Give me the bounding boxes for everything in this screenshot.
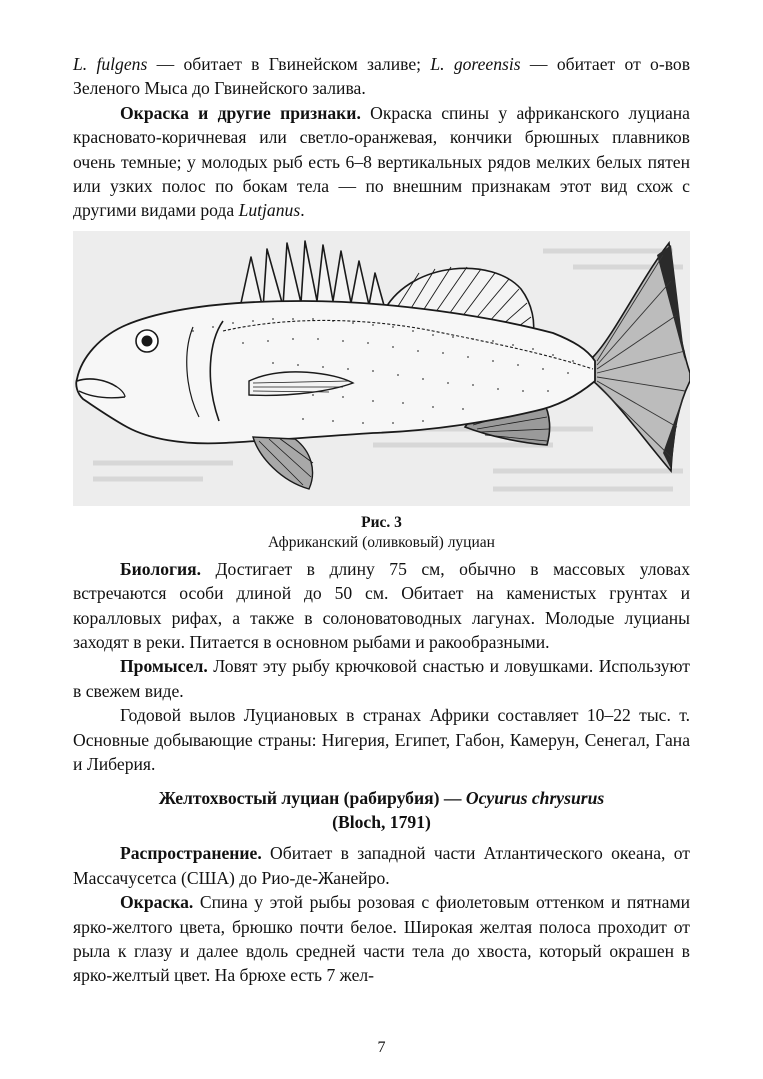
- fish-drawing: [73, 231, 690, 506]
- paragraph-heading: Окраска и другие признаки.: [120, 102, 361, 123]
- paragraph-fishery: Промысел. Ловят эту рыбу крючковой снастью и ловушками. Используют в свежем виде.: [73, 656, 690, 701]
- species-name: L. goreensis: [430, 54, 521, 74]
- page-number: 7: [377, 1039, 386, 1056]
- paragraph-distribution: Распространение. Обитает в западной части Атлантического океана, от Массачусетса (США) до Рио-де-Жанейро.: [73, 843, 690, 888]
- figure-caption: Африканский (оливковый) луциан: [268, 533, 495, 551]
- paragraph-heading: Промысел.: [120, 656, 208, 677]
- figure-number: Рис. 3: [361, 513, 402, 531]
- section-title: Желтохвостый луциан (рабирубия) — Ocyurus chrysurus (Bloch, 1791): [158, 787, 605, 832]
- species-name: Ocyurus chrysurus: [465, 787, 605, 808]
- species-name: L. fulgens: [73, 54, 148, 74]
- paragraph-catch: Годовой вылов Луциановых в странах Африки составляет 10–22 тыс. т. Основные добывающие страны: Нигерия, Египет, Габон, Камерун, Сенегал, Гана и Либерия.: [73, 705, 690, 775]
- paragraph-distribution-tail: L. fulgens — обитает в Гвинейском заливе; L. goreensis — обитает от о-вов Зеленого Мыса до Гвинейского залива.: [73, 54, 691, 99]
- paragraph-heading: Биология.: [120, 558, 202, 579]
- genus-name: Lutjanus: [238, 200, 301, 221]
- paragraph-heading: Распространение.: [120, 843, 262, 864]
- paragraph-biology: Биология. Достигает в длину 75 см, обычно в массовых уловах встречаются особи длиной до 50 см. Обитает на каменистых грунтах и коралловых рифах, а также в солоноватоводных лагунах. Молодые луцианы заходят в реки. Питается в основном рыбами и ракообразными.: [73, 558, 690, 653]
- paragraph-coloration: Окраска и другие признаки. Окраска спины у африканского луциана красновато-коричневая или светло-оранжевая, кончики брюшных плавников очень темные; у молодых рыб есть 6–8 вертикальных рядов мелких белых пятен или узких полос по бокам тела — по внешним признакам этот вид схож с другими видами рода Lutjanus.: [73, 102, 690, 221]
- paragraph-coloration-2: Окраска. Спина у этой рыбы розовая с фиолетовым оттенком и пятнами ярко-желтого цвета, брюшко почти белое. Широкая желтая полоса проходит от рыла к глазу и далее вдоль средней части тела до хвоста, который окрашен в ярко-желтый цвет. На брюхе есть 7 жел-: [73, 892, 690, 986]
- fish-illustration: [73, 231, 690, 506]
- paragraph-heading: Окраска.: [120, 892, 194, 913]
- species-author: (Bloch, 1791): [332, 811, 431, 832]
- page-content: [73, 52, 690, 988]
